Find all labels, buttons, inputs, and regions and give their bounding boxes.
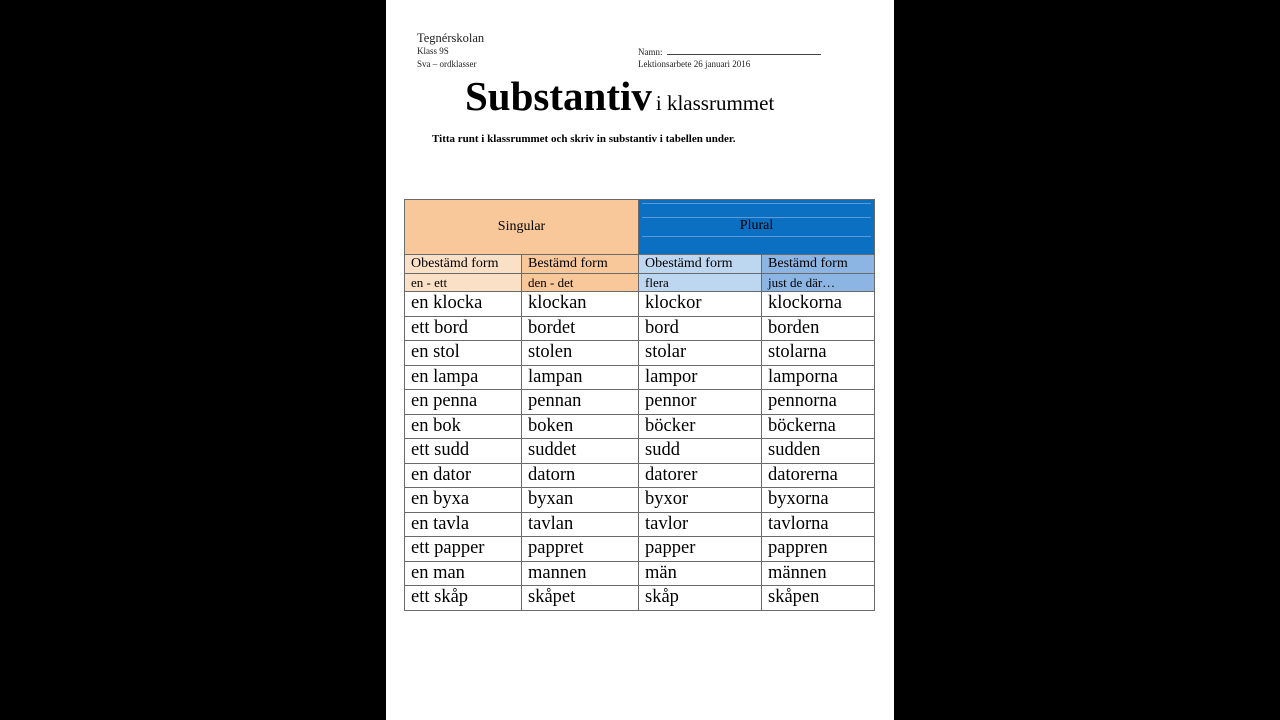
table-cell: byxorna <box>762 488 875 513</box>
table-row <box>405 561 875 586</box>
table-cell: sudden <box>762 439 875 464</box>
column-header: Bestämd form <box>522 255 639 274</box>
table-cell: suddet <box>522 439 639 464</box>
table-cell: en penna <box>405 390 522 415</box>
table-cell: tavlor <box>639 512 762 537</box>
sub-header: just de där… <box>762 274 875 292</box>
table-cell: en byxa <box>405 488 522 513</box>
table-cell: klockorna <box>762 292 875 317</box>
column-header: Bestämd form <box>762 255 875 274</box>
column-header-row <box>405 255 875 274</box>
table-cell: en dator <box>405 463 522 488</box>
table-row <box>405 414 875 439</box>
table-cell: en bok <box>405 414 522 439</box>
table-cell: skåp <box>639 586 762 611</box>
table-cell: en klocka <box>405 292 522 317</box>
table-cell: män <box>639 561 762 586</box>
table-row <box>405 512 875 537</box>
table-cell: pennor <box>639 390 762 415</box>
instruction-text: Titta runt i klassrummet och skriv in substantiv i tabellen under. <box>432 133 736 145</box>
table-cell: lamporna <box>762 365 875 390</box>
table-cell: skåpet <box>522 586 639 611</box>
table-cell: datorn <box>522 463 639 488</box>
table-cell: ett skåp <box>405 586 522 611</box>
table-cell: datorer <box>639 463 762 488</box>
school-name: Tegnérskolan <box>417 31 485 45</box>
name-line <box>667 46 821 55</box>
table-cell: stolen <box>522 341 639 366</box>
table-cell: en tavla <box>405 512 522 537</box>
plural-rule <box>642 236 871 237</box>
table-cell: lampan <box>522 365 639 390</box>
table-cell: mannen <box>522 561 639 586</box>
sub-header-row <box>405 274 875 292</box>
class-label: Klass 9S <box>417 46 449 56</box>
sub-header: en - ett <box>405 274 522 292</box>
table-cell: papper <box>639 537 762 562</box>
table-cell: klockan <box>522 292 639 317</box>
table-cell: männen <box>762 561 875 586</box>
subject-label: Sva – ordklasser <box>417 59 477 69</box>
table-cell: en lampa <box>405 365 522 390</box>
noun-table <box>404 199 875 611</box>
name-field <box>638 46 821 57</box>
plural-rule <box>642 203 871 204</box>
table-cell: pappret <box>522 537 639 562</box>
page-title <box>465 72 774 120</box>
table-cell: sudd <box>639 439 762 464</box>
singular-header: Singular <box>405 200 639 255</box>
table-cell: en man <box>405 561 522 586</box>
table-cell: ett sudd <box>405 439 522 464</box>
table-cell: tavlorna <box>762 512 875 537</box>
sub-header: flera <box>639 274 762 292</box>
table-cell: byxor <box>639 488 762 513</box>
table-row <box>405 488 875 513</box>
name-label: Namn: <box>638 47 663 57</box>
table-cell: byxan <box>522 488 639 513</box>
table-cell: tavlan <box>522 512 639 537</box>
table-cell: pennan <box>522 390 639 415</box>
table-row <box>405 537 875 562</box>
table-cell: skåpen <box>762 586 875 611</box>
table-cell: ett bord <box>405 316 522 341</box>
column-header: Obestämd form <box>639 255 762 274</box>
table-cell: ett papper <box>405 537 522 562</box>
table-row <box>405 292 875 317</box>
document-page <box>386 0 894 720</box>
table-cell: bord <box>639 316 762 341</box>
column-header: Obestämd form <box>405 255 522 274</box>
table-cell: stolarna <box>762 341 875 366</box>
table-cell: stolar <box>639 341 762 366</box>
table-body <box>405 292 875 611</box>
table-row <box>405 341 875 366</box>
table-row <box>405 365 875 390</box>
table-cell: lampor <box>639 365 762 390</box>
table-cell: böcker <box>639 414 762 439</box>
plural-header <box>639 200 875 255</box>
plural-header-label: Plural <box>739 218 774 233</box>
table-cell: borden <box>762 316 875 341</box>
table-cell: pennorna <box>762 390 875 415</box>
table-row <box>405 439 875 464</box>
table-row <box>405 463 875 488</box>
sub-header: den - det <box>522 274 639 292</box>
group-header-row <box>405 200 875 255</box>
table-cell: datorerna <box>762 463 875 488</box>
table-row <box>405 586 875 611</box>
table-cell: en stol <box>405 341 522 366</box>
title-rest: i klassrummet <box>655 91 775 115</box>
table-cell: pappren <box>762 537 875 562</box>
title-main: Substantiv <box>465 73 652 119</box>
table-cell: boken <box>522 414 639 439</box>
lesson-date: Lektionsarbete 26 januari 2016 <box>638 59 751 69</box>
table-row <box>405 390 875 415</box>
table-cell: bordet <box>522 316 639 341</box>
table-row <box>405 316 875 341</box>
table-cell: böckerna <box>762 414 875 439</box>
table-cell: klockor <box>639 292 762 317</box>
